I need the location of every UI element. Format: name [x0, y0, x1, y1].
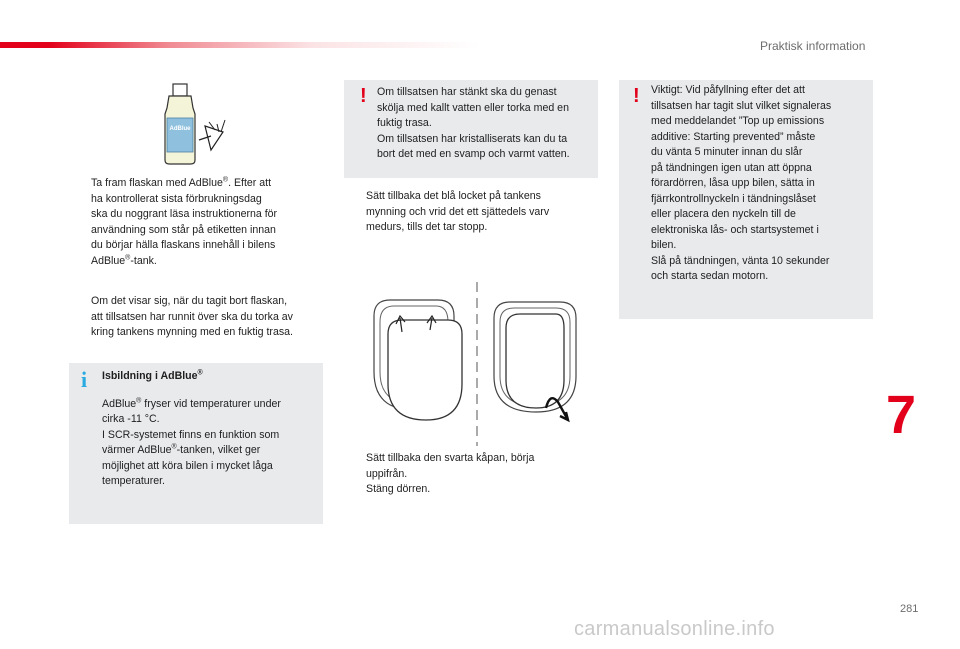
text-line: kring tankens mynning med en fuktig trasa.: [91, 326, 293, 338]
text-line: du börjar hälla flaskans innehåll i bilens: [91, 239, 276, 251]
text-line: medurs, tills det tar stopp.: [366, 221, 488, 233]
text-line: cirka -11 °C.: [102, 413, 160, 425]
warning-box-important: [619, 80, 873, 319]
bullet-fetch-bottle: [69, 176, 324, 269]
left-cover-inner: [388, 320, 462, 420]
registered-mark: ®: [171, 443, 177, 451]
text-line: -tanken, vilket ger: [176, 444, 261, 456]
text-line: Om det visar sig, när du tagit bort flaskan,: [91, 295, 288, 307]
page-number: 281: [900, 603, 919, 615]
text-line: att tillsatsen har runnit över ska du torka av: [91, 310, 293, 323]
text-line: bilen.: [651, 239, 677, 251]
registered-mark: ®: [222, 176, 229, 184]
tank-funnel-shape: [205, 126, 223, 150]
registered-mark: ®: [125, 253, 131, 261]
fuel-cover-illustration: [360, 280, 590, 446]
text-line: additive: Starting prevented” måste: [651, 130, 816, 143]
text-line: Om tillsatsen har stänkt ska du genast: [377, 86, 557, 98]
text-line: Om tillsatsen har kristalliserats kan du ta: [377, 132, 568, 145]
text-line: -tank.: [130, 254, 157, 267]
text-line: ha kontrollerat sista förbrukningsdag: [91, 192, 262, 205]
text-line: skölja med kallt vatten eller torka med en: [377, 101, 569, 114]
text-line: AdBlue: [102, 397, 137, 410]
text-line: fuktig trasa.: [377, 117, 432, 129]
section-title: Praktisk information: [760, 39, 866, 53]
adblue-bottle-illustration: [155, 80, 245, 170]
warning-icon: !: [360, 85, 367, 107]
text-line: förardörren, låsa upp bilen, sätta in: [651, 177, 815, 189]
text-line: fryser vid temperaturer under: [141, 397, 281, 410]
info-icon: i: [81, 367, 88, 392]
text-line: fjärrkontrollnyckeln i tändningslåset: [651, 192, 816, 205]
text-line: tillsatsen har tagit slut vilket signaleras: [651, 99, 832, 112]
text-line: I SCR-systemet finns en funktion som: [102, 428, 280, 441]
text-line: Stäng dörren.: [366, 483, 431, 495]
info-box-freezing: [69, 363, 323, 524]
text-line: Viktigt: Vid påfyllning efter det att: [651, 84, 805, 96]
bullet-refit-cover: [344, 451, 599, 482]
text-line: uppifrån.: [366, 467, 408, 480]
text-line: ska du noggrant läsa instruktionerna för: [91, 208, 278, 220]
bottle-cap: [173, 84, 187, 96]
registered-mark: ®: [197, 369, 203, 377]
text-line: temperaturer.: [102, 475, 166, 487]
text-line: . Efter att: [228, 177, 272, 189]
bullet-refit-cap: [344, 189, 599, 236]
bottle-label-text: AdBlue: [169, 126, 191, 132]
header-accent-bar: [0, 42, 480, 48]
text-line: och starta sedan motorn.: [651, 270, 769, 282]
bullet-wipe-spill: [69, 294, 329, 341]
watermark: carmanualsonline.info: [574, 618, 775, 640]
bottle-label-panel: [167, 118, 193, 152]
right-cover-inner: [506, 314, 564, 408]
text-line: Ta fram flaskan med AdBlue: [91, 177, 223, 189]
text-line: elektroniska lås- och startsystemet i: [651, 223, 819, 236]
warning-box-spill: [344, 80, 598, 178]
chapter-number: 7: [886, 385, 917, 445]
text-line: användning som står på etiketten innan: [91, 223, 276, 236]
text-line: möjlighet att köra bilen i mycket låga: [102, 459, 273, 472]
text-line: Slå på tändningen, vänta 10 sekunder: [651, 254, 830, 267]
text-line: bort det med en svamp och varmt vatten.: [377, 148, 570, 160]
text-line: eller placera den nyckeln till de: [651, 208, 796, 220]
text-line: du vänta 5 minuter innan du slår: [651, 146, 803, 158]
text-line: på tändningen igen utan att öppna: [651, 161, 812, 174]
info-box-title: Isbildning i AdBlue: [102, 370, 198, 382]
warning-icon: !: [633, 85, 640, 107]
text-line: med meddelandet ”Top up emissions: [651, 115, 825, 127]
text-line: Sätt tillbaka det blå locket på tankens: [366, 190, 541, 202]
text-line: värmer AdBlue: [102, 444, 172, 456]
text-line: Sätt tillbaka den svarta kåpan, börja: [366, 452, 535, 464]
text-line: mynning och vrid det ett sjättedels varv: [366, 205, 550, 218]
bottle-arrow: [199, 136, 211, 140]
registered-mark: ®: [136, 396, 142, 404]
text-line: AdBlue: [91, 254, 126, 267]
bullet-close-door: [344, 482, 599, 498]
